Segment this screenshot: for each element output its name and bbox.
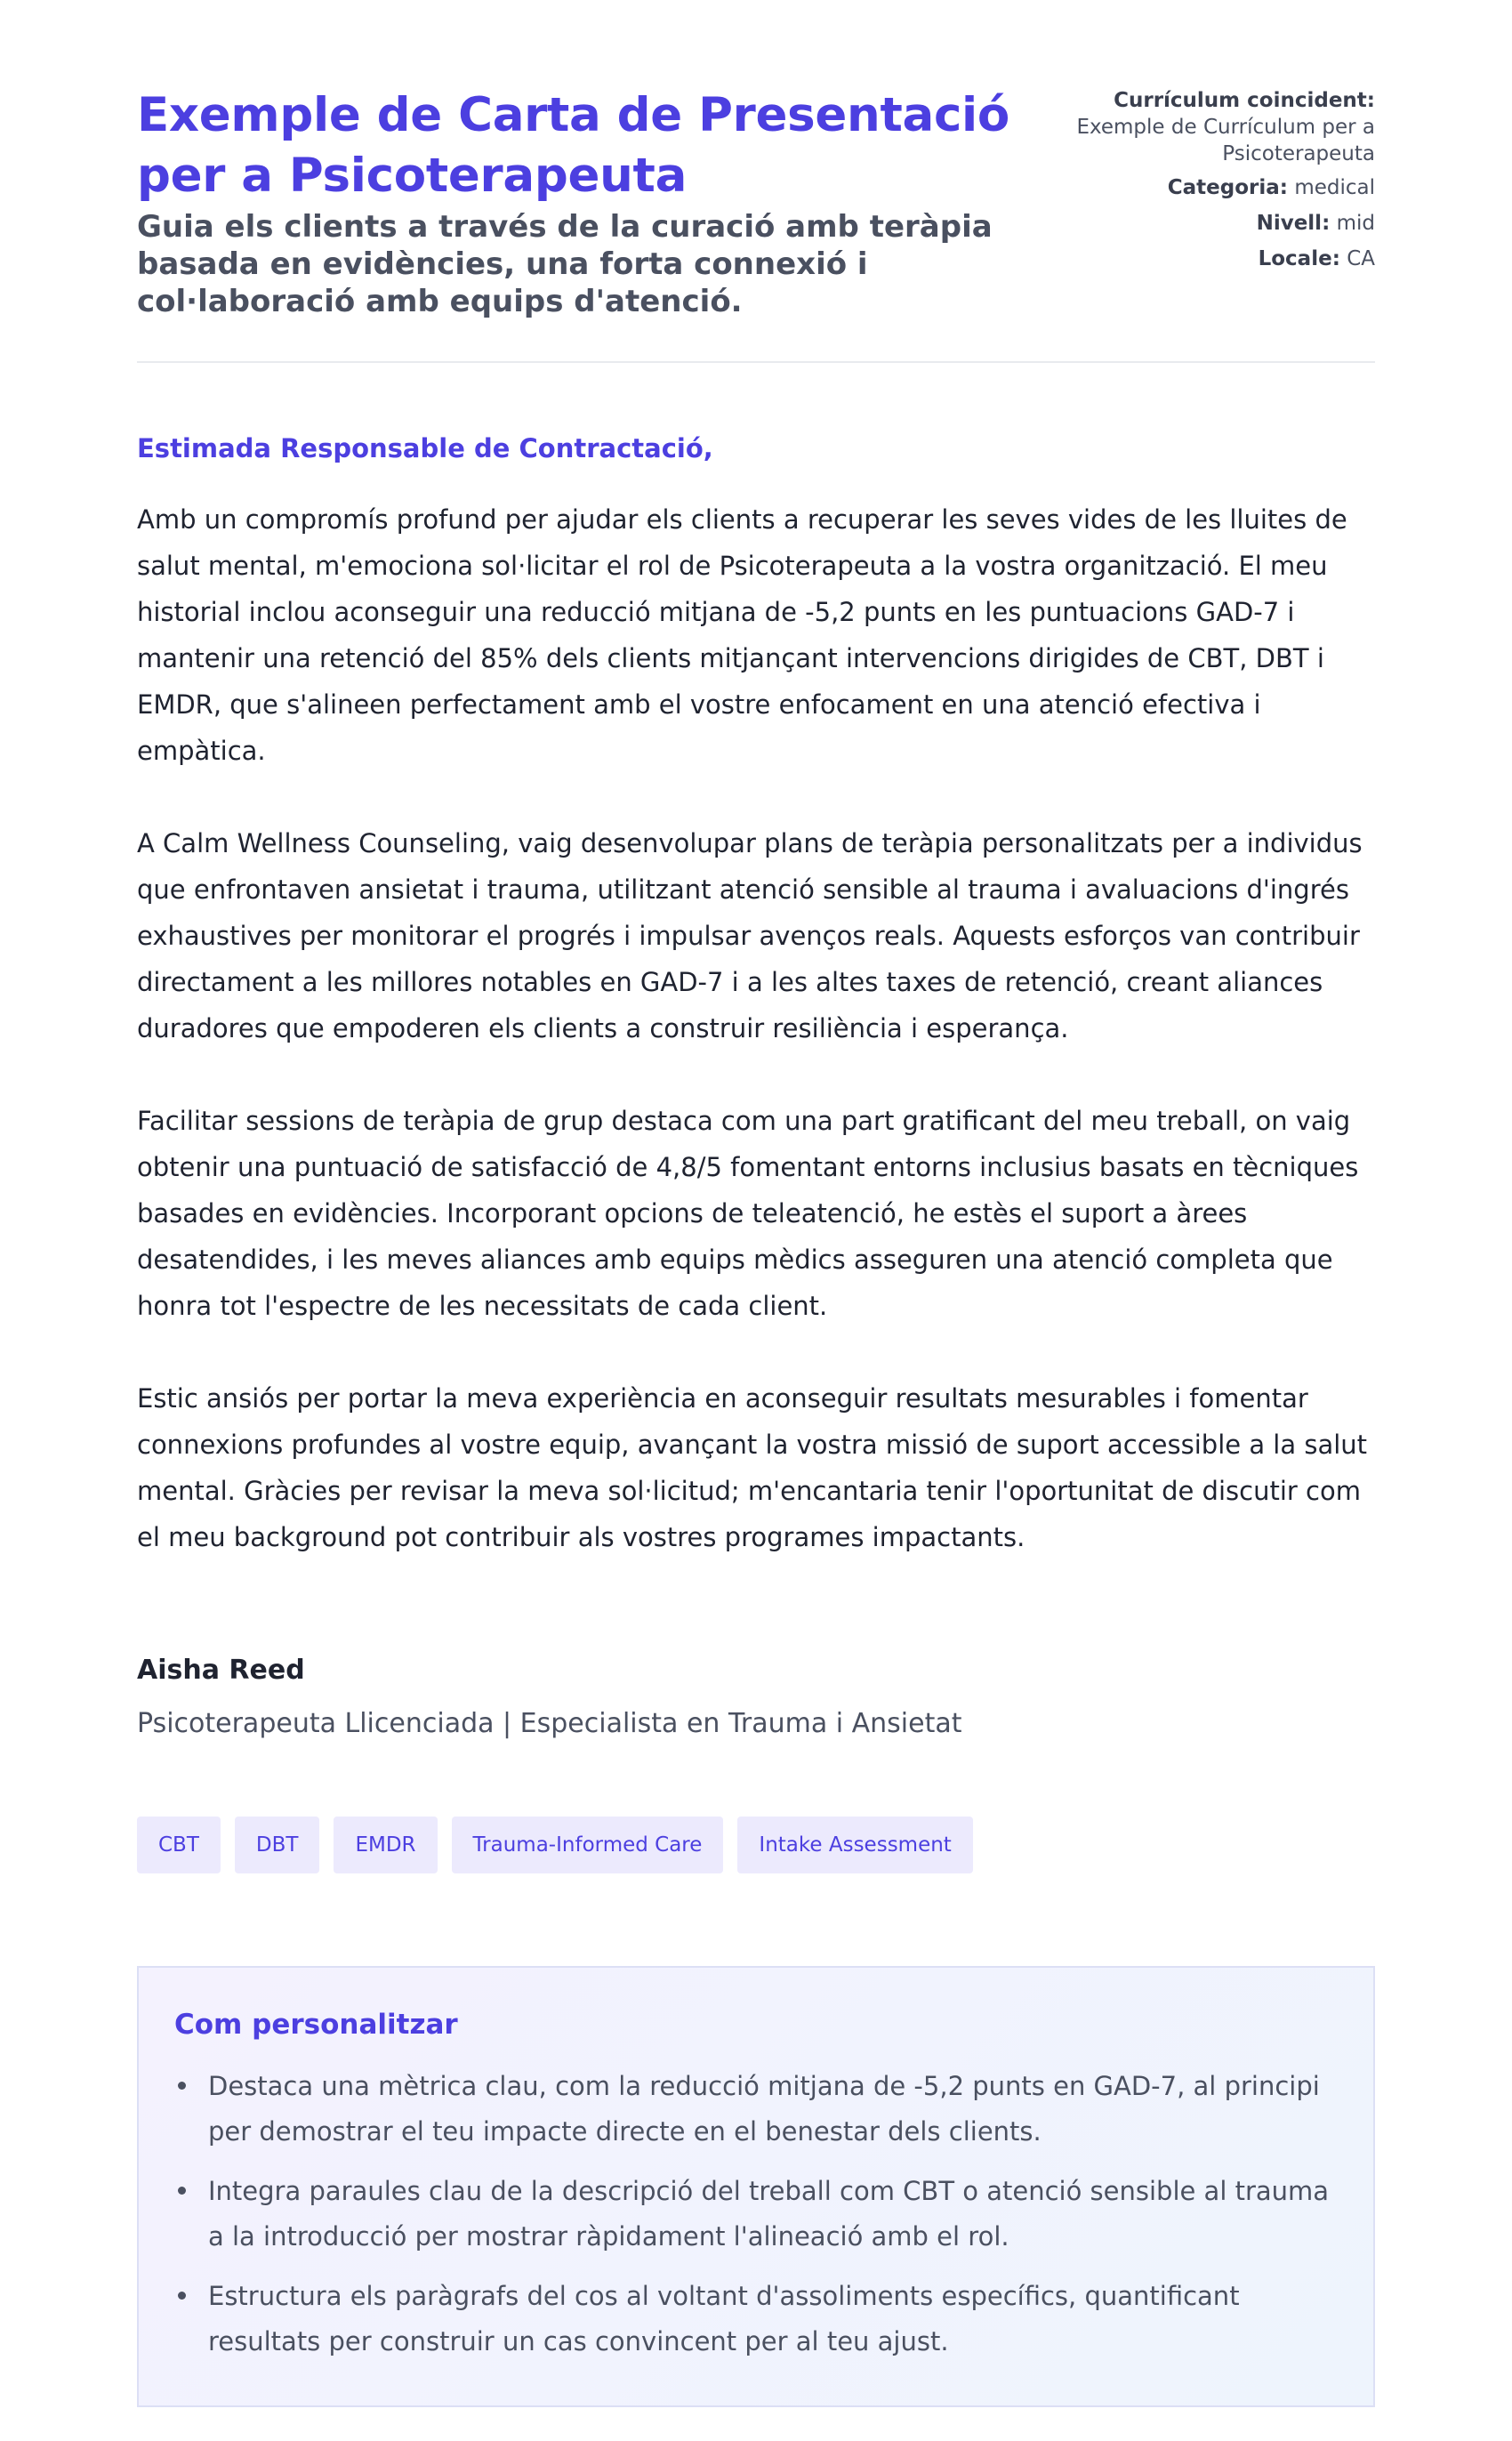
letter-paragraph: A Calm Wellness Counseling, vaig desenvolupar plans de teràpia personalitzats per a individus que enfrontaven ansietat i trauma, utilitzant atenció sensible al trauma i avaluacions d'ingrés exhaustives per monitorar el progrés i impulsar avenços reals. Aquests esforços van contribuir directament a les millores notables en GAD-7 i a les altes taxes de retenció, creant aliances duradores que empoderen els clients a construir resiliència i esperança.	[137, 828, 1363, 1043]
meta-matching-resume	[1055, 87, 1375, 167]
tip-text: Integra paraules clau de la descripció del treball com CBT o atenció sensible al trauma a la introducció per mostrar ràpidament l'alineació amb el rol.	[208, 2176, 1330, 2252]
meta-category-value: medical	[1294, 176, 1375, 199]
page-header	[137, 85, 1375, 320]
bullet-icon	[178, 2187, 186, 2195]
header-divider	[137, 361, 1375, 363]
signature-name: Aisha Reed	[137, 1655, 305, 1686]
skill-tag: DBT	[235, 1817, 320, 1873]
tip-item	[208, 2169, 1338, 2260]
metadata-panel	[1055, 85, 1375, 281]
tip-item	[208, 2064, 1338, 2155]
bullet-icon	[178, 2292, 186, 2300]
bullet-icon	[178, 2082, 186, 2090]
skill-tag: Intake Assessment	[737, 1817, 972, 1873]
meta-locale-label: Locale:	[1258, 247, 1340, 270]
meta-resume-value: Exemple de Currículum per a Psicoterapeuta	[1076, 116, 1375, 165]
customization-tips-box	[137, 1966, 1375, 2407]
letter-paragraph: Amb un compromís profund per ajudar els clients a recuperar les seves vides de les lluites de salut mental, m'emociona sol·licitar el rol de Psicoterapeuta a la vostra organització. El meu historial inclou aconseguir una reducció mitjana de -5,2 punts en les puntuacions GAD-7 i mantenir una retenció del 85% dels clients mitjançant intervencions dirigides de CBT, DBT i EMDR, que s'alineen perfectament amb el vostre enfocament en una atenció efectiva i empàtica.	[137, 504, 1347, 766]
letter-salutation: Estimada Responsable de Contractació,	[137, 433, 713, 463]
skill-tag: EMDR	[334, 1817, 437, 1873]
page-subtitle: Guia els clients a través de la curació amb teràpia basada en evidències, una forta connexió i col·laboració amb equips d'atenció.	[137, 209, 993, 319]
tip-text: Destaca una mètrica clau, com la reducció mitjana de -5,2 punts en GAD-7, al principi per demostrar el teu impacte directe en el benestar dels clients.	[208, 2071, 1320, 2147]
skill-tags	[137, 1817, 1375, 1873]
meta-category	[1055, 174, 1375, 201]
tips-title: Com personalitzar	[174, 2009, 458, 2041]
page-title: Exemple de Carta de Presentació per a Psicoterapeuta	[137, 88, 1010, 203]
letter-body	[137, 496, 1375, 1560]
signature-role: Psicoterapeuta Llicenciada | Especialista en Trauma i Ansietat	[137, 1708, 962, 1739]
meta-locale-value: CA	[1347, 247, 1375, 270]
tips-list	[174, 2064, 1338, 2364]
letter-paragraph: Estic ansiós per portar la meva experiència en aconseguir resultats mesurables i fomentar connexions profundes al vostre equip, avançant la vostra missió de suport accessible a la salut mental. Gràcies per revisar la meva sol·licitud; m'encantaria tenir l'oportunitat de discutir com el meu background pot contribuir als vostres programes impactants.	[137, 1383, 1368, 1552]
meta-level-label: Nivell:	[1256, 212, 1331, 235]
meta-level	[1055, 210, 1375, 237]
letter-paragraph: Facilitar sessions de teràpia de grup destaca com una part gratificant del meu treball, on vaig obtenir una puntuació de satisfacció de 4,8/5 fomentant entorns inclusius basats en tècniques basades en evidències. Incorporant opcions de teleatenció, he estès el suport a àrees desatendides, i les meves aliances amb equips mèdics asseguren una atenció completa que honra tot l'espectre de les necessitats de cada client.	[137, 1106, 1359, 1321]
skill-tag: CBT	[137, 1817, 221, 1873]
tip-item	[208, 2274, 1338, 2364]
skill-tag: Trauma-Informed Care	[452, 1817, 724, 1873]
meta-level-value: mid	[1336, 212, 1375, 235]
title-block	[137, 85, 1044, 320]
meta-category-label: Categoria:	[1167, 176, 1288, 199]
meta-locale	[1055, 246, 1375, 272]
meta-resume-label: Currículum coincident:	[1114, 89, 1375, 112]
tip-text: Estructura els paràgrafs del cos al voltant d'assoliments específics, quantificant resultats per construir un cas convincent per al teu ajust.	[208, 2281, 1240, 2356]
